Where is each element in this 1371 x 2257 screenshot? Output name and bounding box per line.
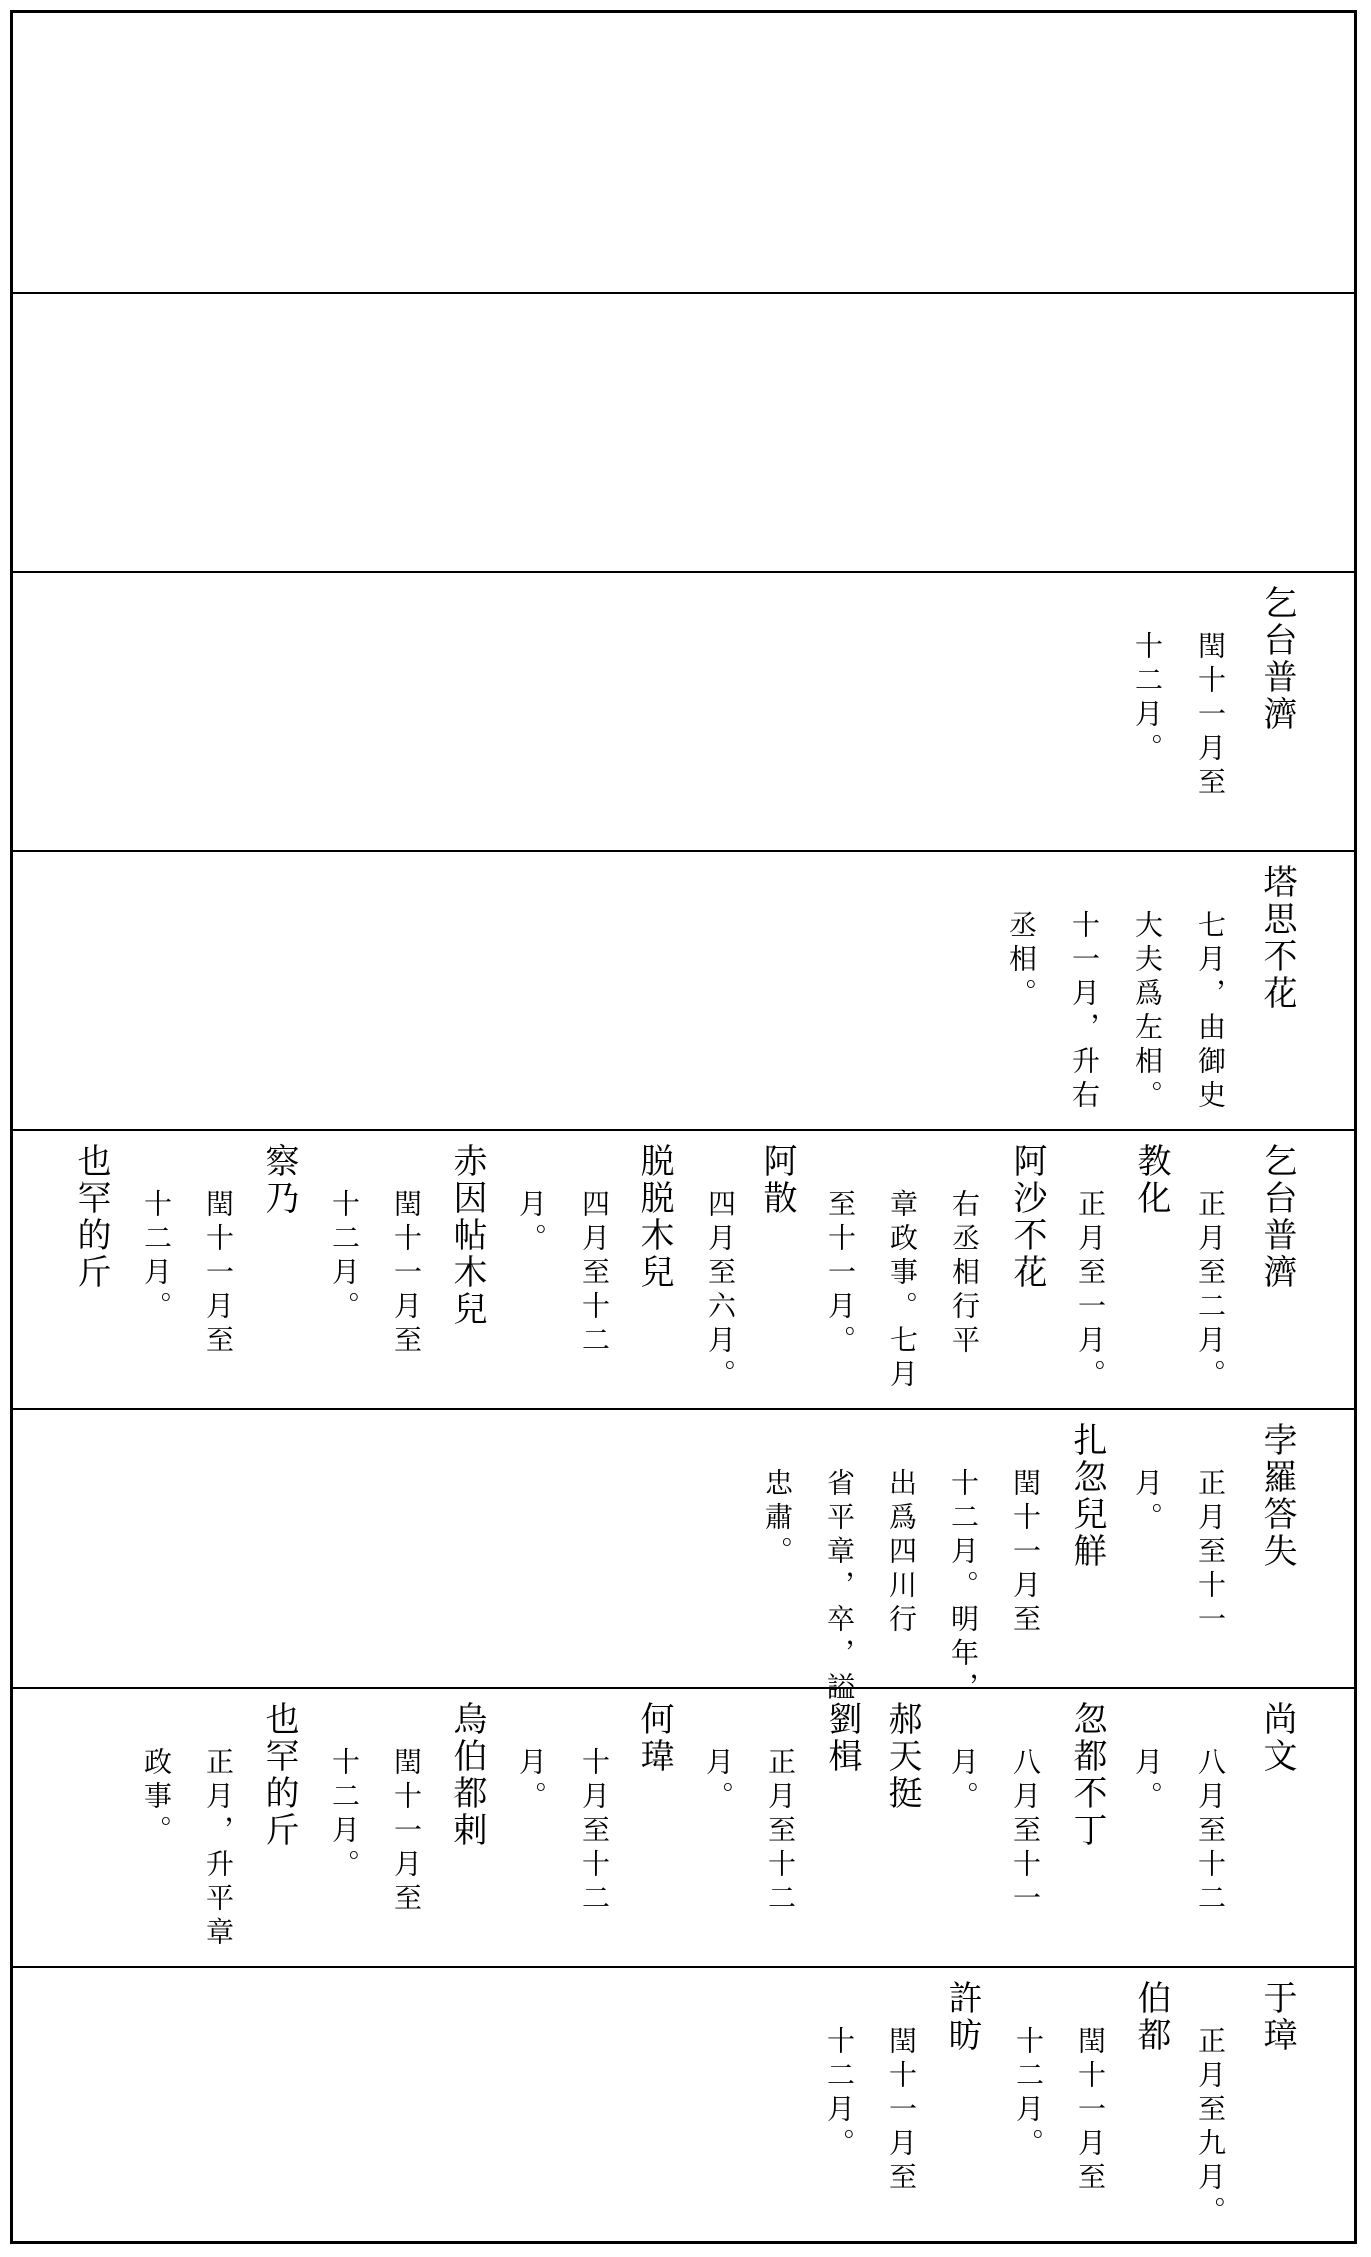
- person-name: 乞台普濟: [1257, 585, 1297, 733]
- table-row: [13, 1408, 1354, 1706]
- tenure-note: 丞相。: [1005, 910, 1038, 1012]
- person-name: 脱脱木兒: [634, 1143, 674, 1291]
- table-row-empty: [13, 292, 1354, 571]
- person-name: 烏伯都剌: [447, 1701, 487, 1849]
- tenure-note: 閏十一月至: [885, 2026, 918, 2196]
- tenure-note: 月。: [1131, 1468, 1164, 1536]
- tenure-note: 出爲四川行: [885, 1468, 918, 1638]
- tenure-note: 七月，由御史: [1194, 910, 1227, 1114]
- table-row: [13, 1687, 1354, 1966]
- person-name: 也罕的斤: [71, 1143, 111, 1291]
- tenure-note: 正月至一月。: [1074, 1189, 1107, 1393]
- tenure-note: 十一月，升右: [1068, 910, 1101, 1114]
- person-name: 郝天挺: [882, 1701, 922, 1812]
- tenure-note: 月。: [947, 1747, 980, 1815]
- tenure-note: 正月，升平章: [202, 1747, 235, 1951]
- tenure-note: 十二月。: [1131, 631, 1164, 767]
- tenure-note: 月。: [515, 1747, 548, 1815]
- person-name: 扎忽兒觧: [1067, 1422, 1107, 1570]
- person-name: 塔思不花: [1257, 864, 1297, 1012]
- tenure-note: 十二月。明年，: [947, 1468, 980, 1706]
- tenure-note: 十二月。: [823, 2026, 856, 2162]
- person-name: 也罕的斤: [259, 1701, 299, 1849]
- person-name: 教化: [1131, 1143, 1171, 1217]
- tenure-note: 四月至十二: [578, 1189, 611, 1359]
- tenure-note: 十二月。: [328, 1189, 361, 1325]
- tenure-note: 八月至十二: [1194, 1747, 1227, 1917]
- tenure-note: 閏十一月至: [202, 1189, 235, 1359]
- tenure-note: 八月至十一: [1009, 1747, 1042, 1917]
- tenure-note: 閏十一月至: [1074, 2026, 1107, 2196]
- person-name: 劉楫: [822, 1701, 862, 1775]
- tenure-note: 章政事。七月: [886, 1189, 919, 1393]
- tenure-note: 閏十一月至: [1009, 1468, 1042, 1638]
- tenure-note: 至十一月。: [824, 1189, 857, 1359]
- tenure-note: 月。: [1131, 1747, 1164, 1815]
- tenure-note: 正月至十二: [764, 1747, 797, 1917]
- person-name: 忽都不丁: [1067, 1701, 1107, 1849]
- tenure-note: 右丞相行平: [948, 1189, 981, 1359]
- person-name: 乞台普濟: [1257, 1143, 1297, 1291]
- tenure-note: 正月至十一: [1194, 1468, 1227, 1638]
- tenure-note: 閏十一月至: [390, 1747, 423, 1917]
- person-name: 于璋: [1257, 1980, 1297, 2054]
- person-name: 何瑋: [634, 1701, 674, 1775]
- tenure-note: 十二月。: [1012, 2026, 1045, 2162]
- tenure-note: 十二月。: [140, 1189, 173, 1325]
- tenure-note: 月。: [702, 1747, 735, 1815]
- tenure-note: 閏十一月至: [390, 1189, 423, 1359]
- table-row: [13, 1129, 1354, 1408]
- tenure-note: 政事。: [140, 1747, 173, 1849]
- tenure-note: 忠肅。: [761, 1468, 794, 1570]
- person-name: 伯都: [1131, 1980, 1171, 2054]
- tenure-note: 四月至六月。: [704, 1189, 737, 1393]
- tenure-note: 省平章，卒，謚: [823, 1468, 856, 1706]
- person-name: 孛羅答失: [1257, 1422, 1297, 1570]
- tenure-note: 十二月。: [328, 1747, 361, 1883]
- person-name: 察乃: [259, 1143, 299, 1217]
- table-row: [13, 571, 1354, 850]
- table-row-empty: [13, 13, 1354, 292]
- table-frame: [10, 10, 1357, 2244]
- person-name: 尚文: [1257, 1701, 1297, 1775]
- tenure-note: 正月至九月。: [1194, 2026, 1227, 2230]
- table-row: [13, 1966, 1354, 2245]
- tenure-note: 月。: [515, 1189, 548, 1257]
- tenure-note: 大夫爲左相。: [1131, 910, 1164, 1114]
- table-row: [13, 850, 1354, 1129]
- person-name: 赤因帖木兒: [447, 1143, 487, 1328]
- tenure-note: 閏十一月至: [1194, 631, 1227, 801]
- person-name: 阿沙不花: [1007, 1143, 1047, 1291]
- tenure-note: 十月至十二: [578, 1747, 611, 1917]
- person-name: 許昉: [942, 1980, 982, 2054]
- person-name: 阿散: [757, 1143, 797, 1217]
- tenure-note: 正月至二月。: [1194, 1189, 1227, 1393]
